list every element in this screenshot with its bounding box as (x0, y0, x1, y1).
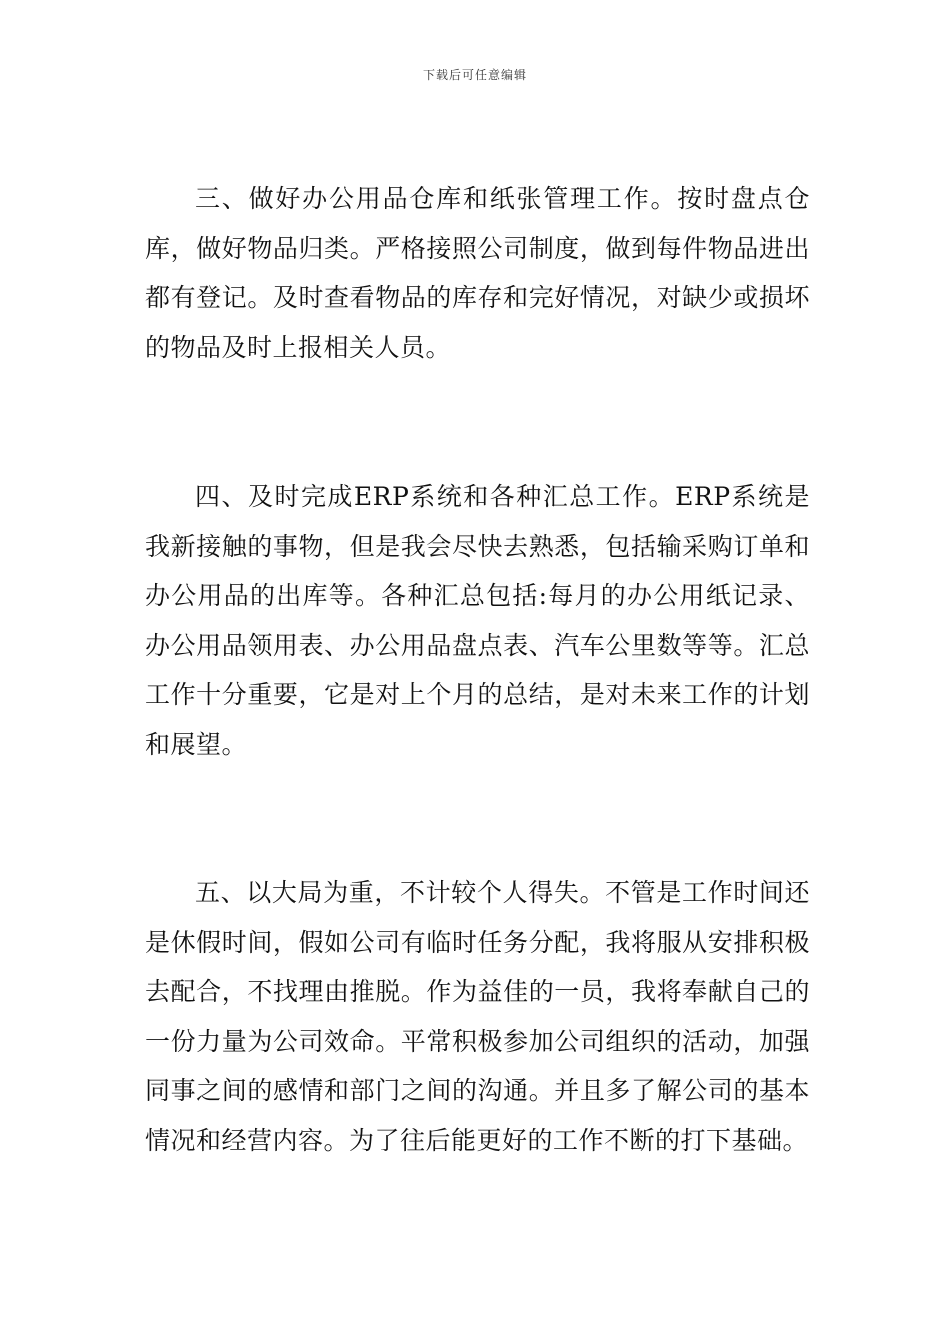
page-header-note: 下载后可任意编辑 (422, 68, 527, 82)
paragraph-warehouse-management: 三、做好办公用品仓库和纸张管理工作。按时盘点仓库，做好物品归类。严格接照公司制度，做到每件物品进出都有登记。及时查看物品的库存和完好情况，对缺少或损坏的物品及时上报相关人员。 (145, 184, 810, 362)
paragraph-teamwork: 五、以大局为重，不计较个人得失。不管是工作时间还是休假时间，假如公司有临时任务分配，我将服从安排积极去配合，不找理由推脱。作为益佳的一员，我将奉献自己的一份力量为公司效命。平常积极参加公司组织的活动，加强同事之间的感情和部门之间的沟通。并且多了解公司的基本情况和经营内容。为了往后能更好的工作不断的打下基础。 (145, 878, 810, 1155)
paragraph-erp-summary: 四、及时完成ERP系统和各种汇总工作。ERP系统是我新接触的事物，但是我会尽快去熟悉，包括输采购订单和办公用品的出库等。各种汇总包括:每月的办公用纸记录、办公用品领用表、办公用品盘点表、汽车公里数等等。汇总工作十分重要，它是对上个月的总结，是对未来工作的计划和展望。 (145, 482, 810, 759)
